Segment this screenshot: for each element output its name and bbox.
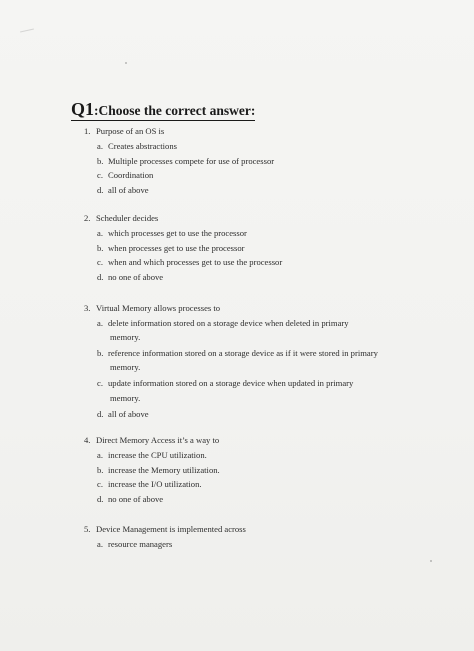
answer-option xyxy=(97,539,172,550)
answer-option-continued xyxy=(110,332,140,343)
answer-option xyxy=(97,479,202,490)
option-text: resource managers xyxy=(108,539,173,549)
option-text: memory. xyxy=(110,362,141,373)
option-text: which processes get to use the processor xyxy=(108,228,247,238)
question-text: Virtual Memory allows processes to xyxy=(96,303,221,313)
option-letter: b. xyxy=(97,348,104,359)
answer-option xyxy=(97,228,247,239)
option-text: no one of above xyxy=(108,272,164,283)
option-letter: a. xyxy=(97,450,103,460)
answer-option xyxy=(97,170,153,181)
answer-option-continued xyxy=(110,393,140,404)
answer-option xyxy=(97,409,149,420)
question-text: Scheduler decides xyxy=(96,213,159,223)
option-text: Creates abstractions xyxy=(108,141,177,151)
option-text: update information stored on a storage device when updated in primary xyxy=(108,378,354,389)
option-text: reference information stored on a storage device as if it were stored in primary xyxy=(108,348,378,359)
option-letter: c. xyxy=(97,170,103,181)
question-text: Device Management is implemented across xyxy=(96,524,246,534)
scan-speck xyxy=(430,560,432,562)
answer-option xyxy=(97,318,349,329)
question-stem xyxy=(84,126,164,137)
option-letter: a. xyxy=(97,141,103,151)
option-text: delete information stored on a storage device when deleted in primary xyxy=(108,318,349,328)
option-text: increase the I/O utilization. xyxy=(108,479,202,490)
scan-speck xyxy=(20,29,34,33)
option-text: all of above xyxy=(108,408,149,419)
section-heading xyxy=(71,100,255,121)
option-text: Coordination xyxy=(108,170,154,181)
option-text: memory. xyxy=(110,392,141,403)
answer-option xyxy=(97,257,282,268)
question-text: Purpose of an OS is xyxy=(96,126,165,136)
option-letter: b. xyxy=(97,155,104,166)
question-stem xyxy=(84,303,220,314)
question-text: Direct Memory Access it’s a way to xyxy=(96,435,220,445)
option-letter: d. xyxy=(97,185,104,196)
option-text: memory. xyxy=(110,332,141,343)
option-letter: c. xyxy=(97,378,103,389)
question-number: 1. xyxy=(84,126,91,136)
answer-option xyxy=(97,243,245,254)
answer-option-continued xyxy=(110,362,140,373)
question-number: 3. xyxy=(84,303,91,313)
question-stem xyxy=(84,524,246,535)
option-text: no one of above xyxy=(108,494,164,505)
question-number: 4. xyxy=(84,435,91,445)
answer-option xyxy=(97,272,163,283)
option-text: when and which processes get to use the processor xyxy=(108,257,283,268)
option-letter: d. xyxy=(97,494,104,505)
answer-option xyxy=(97,141,177,152)
answer-option xyxy=(97,465,220,476)
answer-option xyxy=(97,450,207,461)
option-letter: c. xyxy=(97,257,103,268)
option-text: increase the CPU utilization. xyxy=(108,450,207,460)
question-number: 5. xyxy=(84,524,91,534)
option-letter: d. xyxy=(97,272,104,283)
option-text: when processes get to use the processor xyxy=(108,242,245,253)
option-letter: a. xyxy=(97,318,103,328)
option-text: increase the Memory utilization. xyxy=(108,464,220,475)
question-number: 2. xyxy=(84,213,91,223)
question-stem xyxy=(84,435,219,446)
section-number: Q1 xyxy=(71,99,95,119)
option-letter: a. xyxy=(97,539,103,549)
answer-option xyxy=(97,378,353,389)
answer-option xyxy=(97,348,378,359)
section-title: :Choose the correct answer: xyxy=(94,103,256,118)
option-letter: a. xyxy=(97,228,103,238)
option-letter: b. xyxy=(97,464,104,475)
question-stem xyxy=(84,213,158,224)
option-letter: c. xyxy=(97,479,103,490)
option-text: all of above xyxy=(108,185,149,196)
option-letter: b. xyxy=(97,242,104,253)
answer-option xyxy=(97,185,149,196)
option-text: Multiple processes compete for use of processor xyxy=(108,155,275,166)
answer-option xyxy=(97,156,274,167)
scan-speck xyxy=(125,62,127,64)
option-letter: d. xyxy=(97,408,104,419)
answer-option xyxy=(97,494,163,505)
